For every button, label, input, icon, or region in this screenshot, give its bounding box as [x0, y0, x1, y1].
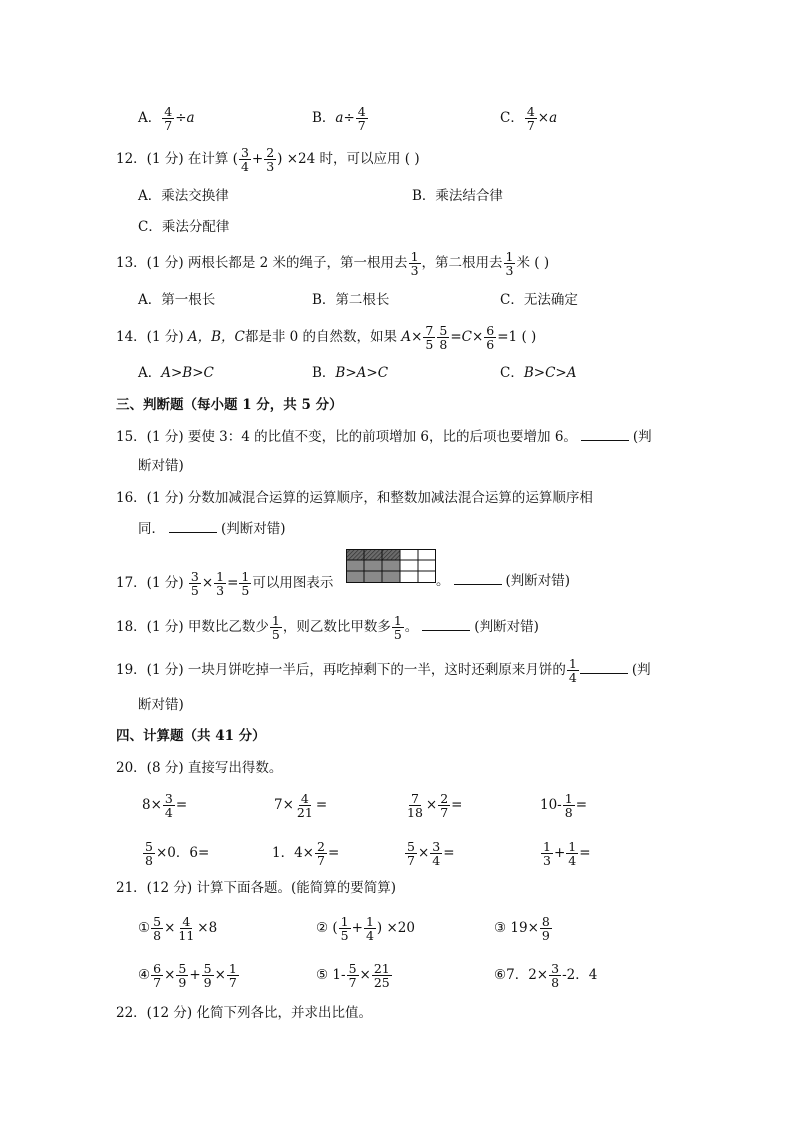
numerator: 1	[410, 249, 419, 264]
expr-text: =	[451, 797, 463, 814]
answer-blank[interactable]	[580, 659, 628, 674]
fraction	[347, 962, 359, 989]
denominator: 3	[410, 263, 419, 279]
numerator: 1	[228, 961, 237, 976]
q22-stem: 22．(12 分) 化简下列各比，并求出比值。	[116, 1005, 372, 1021]
operator: ÷	[343, 110, 355, 127]
expr-text: 1-	[328, 967, 346, 984]
fraction	[392, 614, 404, 641]
fraction	[176, 962, 188, 989]
denominator: 3	[543, 853, 551, 869]
operator: +	[251, 151, 264, 168]
q17-stem	[116, 570, 333, 597]
fraction	[151, 962, 163, 989]
numerator: 7	[410, 791, 419, 806]
fraction	[270, 614, 282, 641]
operator: +	[351, 920, 363, 937]
stem-text: ) ×24 时，可以应用 ( )	[277, 151, 420, 168]
fraction	[567, 657, 579, 684]
fraction	[438, 792, 450, 819]
numerator: 5	[439, 323, 448, 338]
numerator: 1	[393, 613, 402, 628]
stem-text: (判断对错)	[221, 521, 286, 537]
operator: ×	[537, 110, 550, 127]
variable: A	[401, 329, 412, 346]
section-3-heading: 三、判断题（每小题 1 分，共 5 分）	[116, 397, 343, 413]
denominator: 9	[203, 975, 212, 991]
q19-stem	[116, 657, 651, 684]
variable: a	[549, 110, 558, 127]
numerator: 4	[357, 104, 366, 119]
variable: a	[186, 110, 195, 127]
numerator: 5	[178, 961, 187, 976]
operator: =	[450, 329, 462, 346]
answer-blank[interactable]	[169, 518, 217, 533]
fraction	[549, 962, 561, 989]
q20-expr-2	[274, 792, 327, 819]
operator: +	[553, 845, 566, 862]
q12-stem	[116, 146, 420, 173]
q20-expr-8	[540, 840, 591, 867]
item-marker: ⑤	[316, 967, 329, 984]
stem-text: 可以用图表示	[252, 575, 334, 592]
q21-problem-6	[494, 962, 597, 989]
fraction	[484, 324, 496, 351]
expr-text: =	[175, 797, 188, 814]
answer-blank[interactable]	[422, 616, 470, 631]
stem-text: 15．(1 分) 要使 3：4 的比值不变，比的前项增加 6，比的后项也要增加 6。	[116, 429, 577, 445]
fraction	[189, 570, 201, 597]
q14-stem	[116, 324, 536, 351]
variable: C	[461, 329, 472, 346]
fraction	[525, 105, 537, 132]
q18-stem	[116, 614, 539, 641]
option-label: C．	[500, 110, 524, 127]
denominator: 3	[505, 263, 514, 279]
denominator: 4	[568, 670, 577, 686]
item-marker: ③	[494, 920, 507, 937]
q21-problem-4	[138, 962, 240, 989]
q11-option-c	[500, 105, 557, 132]
stem-text: ，则乙数比甲数多	[282, 619, 391, 636]
q14-option-b	[312, 363, 388, 383]
expr-text: =	[579, 845, 591, 862]
numerator: 2	[317, 839, 325, 854]
numerator: 1	[241, 569, 250, 584]
fraction	[541, 840, 553, 867]
numerator: 4	[164, 104, 173, 119]
item-marker: ④	[138, 967, 151, 984]
numerator: 3	[190, 569, 199, 584]
numerator: 3	[164, 791, 173, 806]
stem-text: (判断对错)	[505, 573, 571, 589]
option-label: B．	[312, 110, 336, 127]
operator: ×	[425, 797, 438, 814]
numerator: 3	[551, 961, 560, 976]
numerator: 1	[564, 791, 573, 806]
fraction	[356, 105, 368, 132]
numerator: 1	[340, 914, 349, 929]
fraction	[214, 570, 226, 597]
numerator: 4	[182, 914, 191, 929]
numerator: 6	[153, 961, 162, 976]
numerator: 2	[440, 791, 449, 806]
q11-option-b	[312, 105, 369, 132]
numerator: 2	[266, 145, 275, 160]
fraction	[202, 962, 214, 989]
q16-line2	[138, 518, 286, 539]
denominator: 3	[266, 159, 275, 175]
option-label: B．	[312, 365, 336, 381]
fraction	[162, 105, 174, 132]
numerator: 8	[541, 914, 550, 929]
denominator: 7	[407, 853, 415, 869]
fraction	[163, 792, 175, 819]
item-marker: ②	[316, 920, 329, 937]
denominator: 7	[153, 975, 162, 991]
stem-text: (判	[632, 429, 652, 445]
denominator: 25	[373, 975, 390, 991]
q11-option-a	[138, 105, 195, 132]
operator: ×	[359, 967, 371, 984]
fraction	[437, 324, 449, 351]
stem-text: 米 ( )	[516, 255, 550, 272]
option-label: A．	[138, 365, 162, 381]
stem-text: 同．	[138, 521, 165, 537]
q15-line2: 断对错)	[138, 458, 184, 474]
denominator: 5	[271, 627, 280, 643]
numerator: 1	[568, 656, 577, 671]
operator: ÷	[175, 110, 187, 127]
q14-option-a	[138, 363, 214, 383]
fraction	[176, 915, 196, 942]
denominator: 8	[153, 928, 162, 944]
numerator: 6	[486, 323, 495, 338]
answer-blank[interactable]	[581, 426, 629, 441]
denominator: 7	[440, 805, 449, 821]
q13-stem	[116, 250, 549, 277]
fraction	[423, 324, 435, 351]
stem-text: 13．(1 分) 两根长都是 2 米的绳子，第一根用去	[116, 255, 408, 272]
denominator: 4	[432, 853, 441, 869]
q20-expr-7	[404, 840, 455, 867]
q13-option-c: C．无法确定	[500, 292, 578, 308]
expr-text: =	[327, 845, 340, 862]
numerator: 21	[373, 961, 390, 976]
q20-expr-3	[404, 792, 462, 819]
q12-option-a: A．乘法交换律	[138, 188, 229, 204]
answer-blank[interactable]	[454, 570, 502, 585]
operator: ×	[164, 920, 176, 937]
fraction	[364, 915, 376, 942]
expr-text: 1．4×	[272, 845, 314, 862]
denominator: 3	[216, 583, 225, 599]
item-marker: ①	[138, 920, 151, 937]
stem-text: 17．(1 分)	[116, 575, 188, 592]
denominator: 7	[348, 975, 357, 991]
denominator: 21	[296, 805, 313, 821]
denominator: 4	[240, 159, 249, 175]
stem-text: 19．(1 分) 一块月饼吃掉一半后，再吃掉剩下的一半，这时还剩原来月饼的	[116, 662, 566, 679]
q17-tail	[436, 570, 570, 591]
q20-expr-6	[272, 840, 339, 867]
stem-text: 都是非 0 的自然数，如果	[244, 329, 402, 346]
expr-text: =	[575, 797, 588, 814]
stem-text: (判断对错)	[474, 619, 539, 636]
fraction	[339, 915, 351, 942]
operator: ×	[201, 575, 214, 592]
numerator: 1	[543, 839, 551, 854]
denominator: 7	[357, 118, 366, 134]
denominator: 9	[178, 975, 187, 991]
shaded-cells-row2	[346, 560, 400, 571]
numerator: 5	[203, 961, 212, 976]
q15-line1	[116, 426, 652, 447]
denominator: 5	[393, 627, 402, 643]
fraction	[566, 840, 578, 867]
numerator: 4	[526, 104, 535, 119]
fraction	[430, 840, 442, 867]
denominator: 18	[407, 805, 423, 821]
variables: A，B，C	[187, 329, 245, 346]
stem-text: ，第二根用去	[421, 255, 503, 272]
numerator: 1	[568, 839, 577, 854]
fraction	[315, 840, 327, 867]
fraction	[372, 962, 392, 989]
section-4-heading: 四、计算题（共 41 分）	[116, 728, 266, 744]
expr-text: 7．2×	[506, 967, 549, 984]
q13-option-a: A．第一根长	[138, 292, 216, 308]
stem-text: 12．(1 分) 在计算 (	[116, 151, 238, 168]
expr-text: (	[328, 920, 338, 937]
q21-problem-2	[316, 915, 415, 942]
expr-text: ) ×20	[376, 920, 415, 937]
fraction	[264, 146, 276, 173]
expr-text: 7×	[274, 797, 294, 814]
q20-expr-1	[142, 792, 187, 819]
operator: +	[189, 967, 201, 984]
fraction	[151, 915, 163, 942]
shaded-cells-row3	[346, 571, 400, 582]
denominator: 11	[178, 928, 195, 944]
fraction	[295, 792, 315, 819]
expr-text: 8×	[142, 797, 162, 814]
q20-expr-4	[540, 792, 587, 819]
denominator: 7	[228, 975, 237, 991]
q13-option-b: B．第二根长	[312, 292, 390, 308]
fraction	[409, 250, 421, 277]
operator: =	[227, 575, 239, 592]
expr-text: ×0．6=	[155, 845, 210, 862]
fraction	[239, 570, 251, 597]
denominator: 4	[568, 853, 577, 869]
fraction	[504, 250, 516, 277]
expr-text: 19×	[506, 920, 539, 937]
denominator: 8	[551, 975, 560, 991]
q12-option-c: C．乘法分配律	[138, 219, 230, 235]
numerator: 1	[365, 914, 374, 929]
denominator: 6	[486, 337, 495, 353]
option-text: B>A>C	[335, 365, 389, 381]
denominator: 8	[145, 853, 153, 869]
stem-text: 14．(1 分)	[116, 329, 188, 346]
numerator: 7	[425, 323, 434, 338]
option-label: A．	[138, 110, 162, 127]
numerator: 1	[271, 613, 280, 628]
numerator: 1	[505, 249, 514, 264]
denominator: 7	[164, 118, 173, 134]
denominator: 4	[365, 928, 374, 944]
fraction	[563, 792, 575, 819]
stem-text: =1 ( )	[497, 329, 537, 346]
stem-text: 。	[404, 619, 419, 636]
denominator: 5	[340, 928, 349, 944]
operator: ×	[471, 329, 484, 346]
q20-expr-5	[142, 840, 209, 867]
q21-problem-1	[138, 915, 217, 942]
fraction	[227, 962, 239, 989]
operator: ×	[411, 329, 423, 346]
numerator: 5	[145, 839, 153, 854]
expr-text: =	[443, 845, 455, 862]
fraction	[405, 792, 425, 819]
q12-option-b: B．乘法结合律	[412, 188, 503, 204]
variable: a	[335, 110, 344, 127]
stem-text: 。	[436, 573, 450, 589]
q14-option-c	[500, 363, 576, 383]
operator: ×	[417, 845, 430, 862]
denominator: 8	[439, 337, 448, 353]
numerator: 1	[216, 569, 225, 584]
denominator: 5	[241, 583, 250, 599]
numerator: 3	[240, 145, 249, 160]
q21-stem: 21．(12 分) 计算下面各题。(能简算的要简算)	[116, 880, 397, 896]
denominator: 7	[526, 118, 535, 134]
stem-text: (判	[631, 662, 651, 679]
fraction	[540, 915, 552, 942]
expr-text: ×8	[197, 920, 218, 937]
numerator: 5	[153, 914, 162, 929]
denominator: 5	[425, 337, 434, 353]
q19-line2: 断对错)	[138, 697, 184, 713]
denominator: 8	[564, 805, 573, 821]
q21-problem-5	[316, 962, 393, 989]
expr-text: 10-	[540, 797, 562, 814]
denominator: 5	[190, 583, 199, 599]
q16-line1: 16．(1 分) 分数加减混合运算的运算顺序，和整数加减法混合运算的运算顺序相	[116, 490, 593, 506]
denominator: 7	[317, 853, 325, 869]
denominator: 9	[541, 928, 550, 944]
numerator: 5	[348, 961, 357, 976]
fraction-grid-diagram	[346, 549, 436, 583]
stem-text: 18．(1 分) 甲数比乙数少	[116, 619, 269, 636]
numerator: 3	[432, 839, 441, 854]
option-text: B>C>A	[523, 365, 577, 381]
fraction	[405, 840, 417, 867]
q20-stem: 20．(8 分) 直接写出得数。	[116, 760, 283, 776]
operator: ×	[164, 967, 176, 984]
hatched-cells	[346, 549, 400, 560]
grid-svg	[346, 549, 436, 583]
denominator: 4	[164, 805, 173, 821]
expr-text: -2．4	[562, 967, 598, 984]
operator: ×	[214, 967, 226, 984]
option-label: C．	[500, 365, 524, 381]
numerator: 5	[407, 839, 415, 854]
q21-problem-3	[494, 915, 553, 942]
fraction	[143, 840, 155, 867]
numerator: 4	[300, 791, 309, 806]
option-text: A>B>C	[161, 365, 214, 381]
item-marker: ⑥	[494, 967, 507, 984]
expr-text: =	[315, 797, 328, 814]
fraction	[239, 146, 251, 173]
